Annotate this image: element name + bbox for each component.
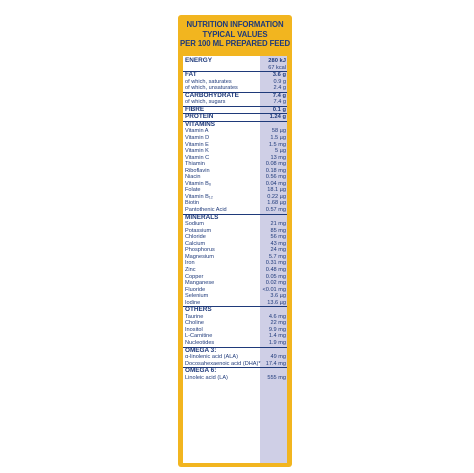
nutrient-label: Chloride (185, 234, 206, 241)
nutrition-table (183, 56, 287, 463)
nutrient-value: 0.02 mg (265, 280, 286, 287)
nutrient-value: 18.1 µg (267, 187, 286, 194)
section-heading-row (183, 121, 287, 129)
nutrient-label: Manganese (185, 280, 215, 287)
section-heading-row (183, 347, 287, 355)
nutrition-rows (183, 58, 287, 381)
nutrient-value: 1.9 mg (268, 339, 286, 346)
nutrient-label: Sodium (185, 221, 204, 228)
nutrient-value: 0.04 mg (265, 180, 286, 187)
nutrient-value: 3.6 g (272, 72, 286, 79)
nutrient-value: 5 µg (275, 148, 286, 155)
nutrient-label: MINERALS (185, 213, 219, 221)
nutrient-value: 43 mg (270, 240, 286, 247)
nutrient-label: Vitamin B₁₂ (185, 193, 213, 200)
section-heading-row (183, 92, 287, 100)
nutrient-value: 24 mg (270, 247, 286, 254)
nutrient-label: OMEGA 6: (185, 367, 217, 375)
header-subtitle: TYPICAL VALUES (202, 29, 268, 39)
section-heading-row (183, 113, 287, 121)
nutrient-label: Linoleic acid (LA) (185, 374, 228, 381)
nutrient-label: α-linolenic acid (ALA) (185, 354, 238, 361)
nutrient-label: Iodine (185, 299, 201, 306)
nutrient-value: 7.4 g (273, 99, 286, 106)
nutrient-value: 1.24 g (269, 114, 286, 121)
nutrient-value: 56 mg (270, 234, 286, 241)
nutrient-label: Biotin (185, 200, 199, 207)
section-heading-row (183, 306, 287, 314)
nutrient-label: Vitamin A (185, 128, 209, 135)
nutrient-label: Calcium (185, 240, 206, 247)
nutrient-label: Inositol (185, 326, 203, 333)
nutrient-value: 0.1 g (272, 106, 286, 113)
section-heading-row (183, 214, 287, 222)
nutrient-value: 2.4 g (273, 85, 286, 92)
nutrient-value: 67 kcal (268, 64, 286, 71)
nutrient-value: 0.57 mg (265, 207, 286, 214)
nutrient-value: 21 mg (270, 221, 286, 228)
header-basis: PER 100 ML PREPARED FEED (180, 39, 290, 49)
nutrient-value: 0.9 g (273, 78, 286, 85)
nutrient-label: FIBRE (185, 105, 205, 113)
nutrient-value: 0.56 mg (265, 174, 286, 181)
nutrient-label: Selenium (185, 293, 209, 300)
nutrient-label: of which, saturates (185, 78, 232, 85)
nutrient-label: Iron (185, 260, 195, 267)
nutrient-label: L-Carnitine (185, 333, 213, 340)
nutrient-value: 280 kJ (268, 58, 286, 64)
nutrient-label: Vitamin D (185, 135, 210, 142)
nutrient-label: Thiamin (185, 161, 205, 168)
nutrient-value: 5.7 mg (268, 253, 286, 260)
nutrient-label: FAT (185, 71, 197, 79)
section-heading-row (183, 367, 287, 375)
nutrient-label: Vitamin B₆ (185, 180, 212, 187)
nutrient-label: of which, unsaturates (185, 85, 238, 92)
nutrient-label: Potassium (185, 227, 212, 234)
nutrient-label: Docosahexaenoic acid (DHA)* (185, 360, 261, 367)
nutrient-value: 17.4 mg (265, 360, 286, 367)
nutrient-label: Vitamin E (185, 141, 209, 148)
header-title: NUTRITION INFORMATION (186, 20, 284, 29)
nutrient-value: 0.08 mg (265, 161, 286, 168)
nutrient-value: 0.31 mg (265, 260, 286, 267)
nutrient-value: 1.68 µg (267, 200, 286, 207)
section-heading-row (183, 106, 287, 114)
nutrient-value: 1.4 mg (268, 333, 286, 340)
nutrient-value: 85 mg (270, 227, 286, 234)
nutrient-label: OTHERS (185, 306, 212, 314)
nutrient-value: 58 µg (271, 128, 286, 135)
nutrient-value: 13.6 µg (267, 299, 286, 306)
nutrient-value: 9.9 mg (268, 326, 286, 333)
nutrition-panel (178, 15, 292, 467)
nutrient-label: Vitamin K (185, 148, 209, 155)
nutrient-label: Niacin (185, 174, 201, 181)
nutrient-label: OMEGA 3: (185, 346, 217, 354)
nutrient-label: Zinc (185, 266, 196, 273)
nutrient-value: 0.22 µg (267, 193, 286, 200)
nutrient-value: 1.5 µg (270, 135, 286, 142)
nutrient-label: Nucleotides (185, 339, 215, 346)
nutrient-value: 555 mg (267, 374, 286, 381)
nutrient-label: ENERGY (185, 57, 212, 64)
nutrition-header (178, 15, 292, 55)
section-heading-row (183, 71, 287, 79)
nutrient-label: of which, sugars (185, 99, 226, 106)
nutrient-value: <0.01 mg (262, 286, 286, 293)
nutrient-value: 22 mg (270, 320, 286, 327)
nutrient-label: Vitamin C (185, 154, 210, 161)
nutrient-value: 7.4 g (272, 92, 286, 99)
nutrient-value: 0.48 mg (265, 266, 286, 273)
nutrient-label: Folate (185, 187, 201, 194)
nutrient-value: 1.5 mg (268, 141, 286, 148)
nutrient-value: 49 mg (270, 354, 286, 361)
nutrient-label: Fluoride (185, 286, 206, 293)
nutrient-label: Choline (185, 320, 204, 327)
nutrient-value: 0.05 mg (265, 273, 286, 280)
nutrient-label: Pantothenic Acid (185, 207, 227, 214)
nutrient-value: 13 mg (270, 154, 286, 161)
nutrient-label: Phosphorus (185, 247, 215, 254)
nutrient-label: Riboflavin (185, 167, 210, 174)
nutrient-label: Copper (185, 273, 204, 280)
nutrient-value: 0.18 mg (265, 167, 286, 174)
nutrient-label: CARBOHYDRATE (185, 91, 239, 99)
nutrient-label: Magnesium (185, 253, 214, 260)
nutrient-label: PROTEIN (185, 113, 214, 121)
nutrient-value: 3.6 µg (270, 293, 286, 300)
nutrient-label: Taurine (185, 313, 204, 320)
nutrient-value: 4.6 mg (268, 313, 286, 320)
nutrient-row (183, 375, 287, 382)
nutrient-label: VITAMINS (185, 120, 216, 128)
